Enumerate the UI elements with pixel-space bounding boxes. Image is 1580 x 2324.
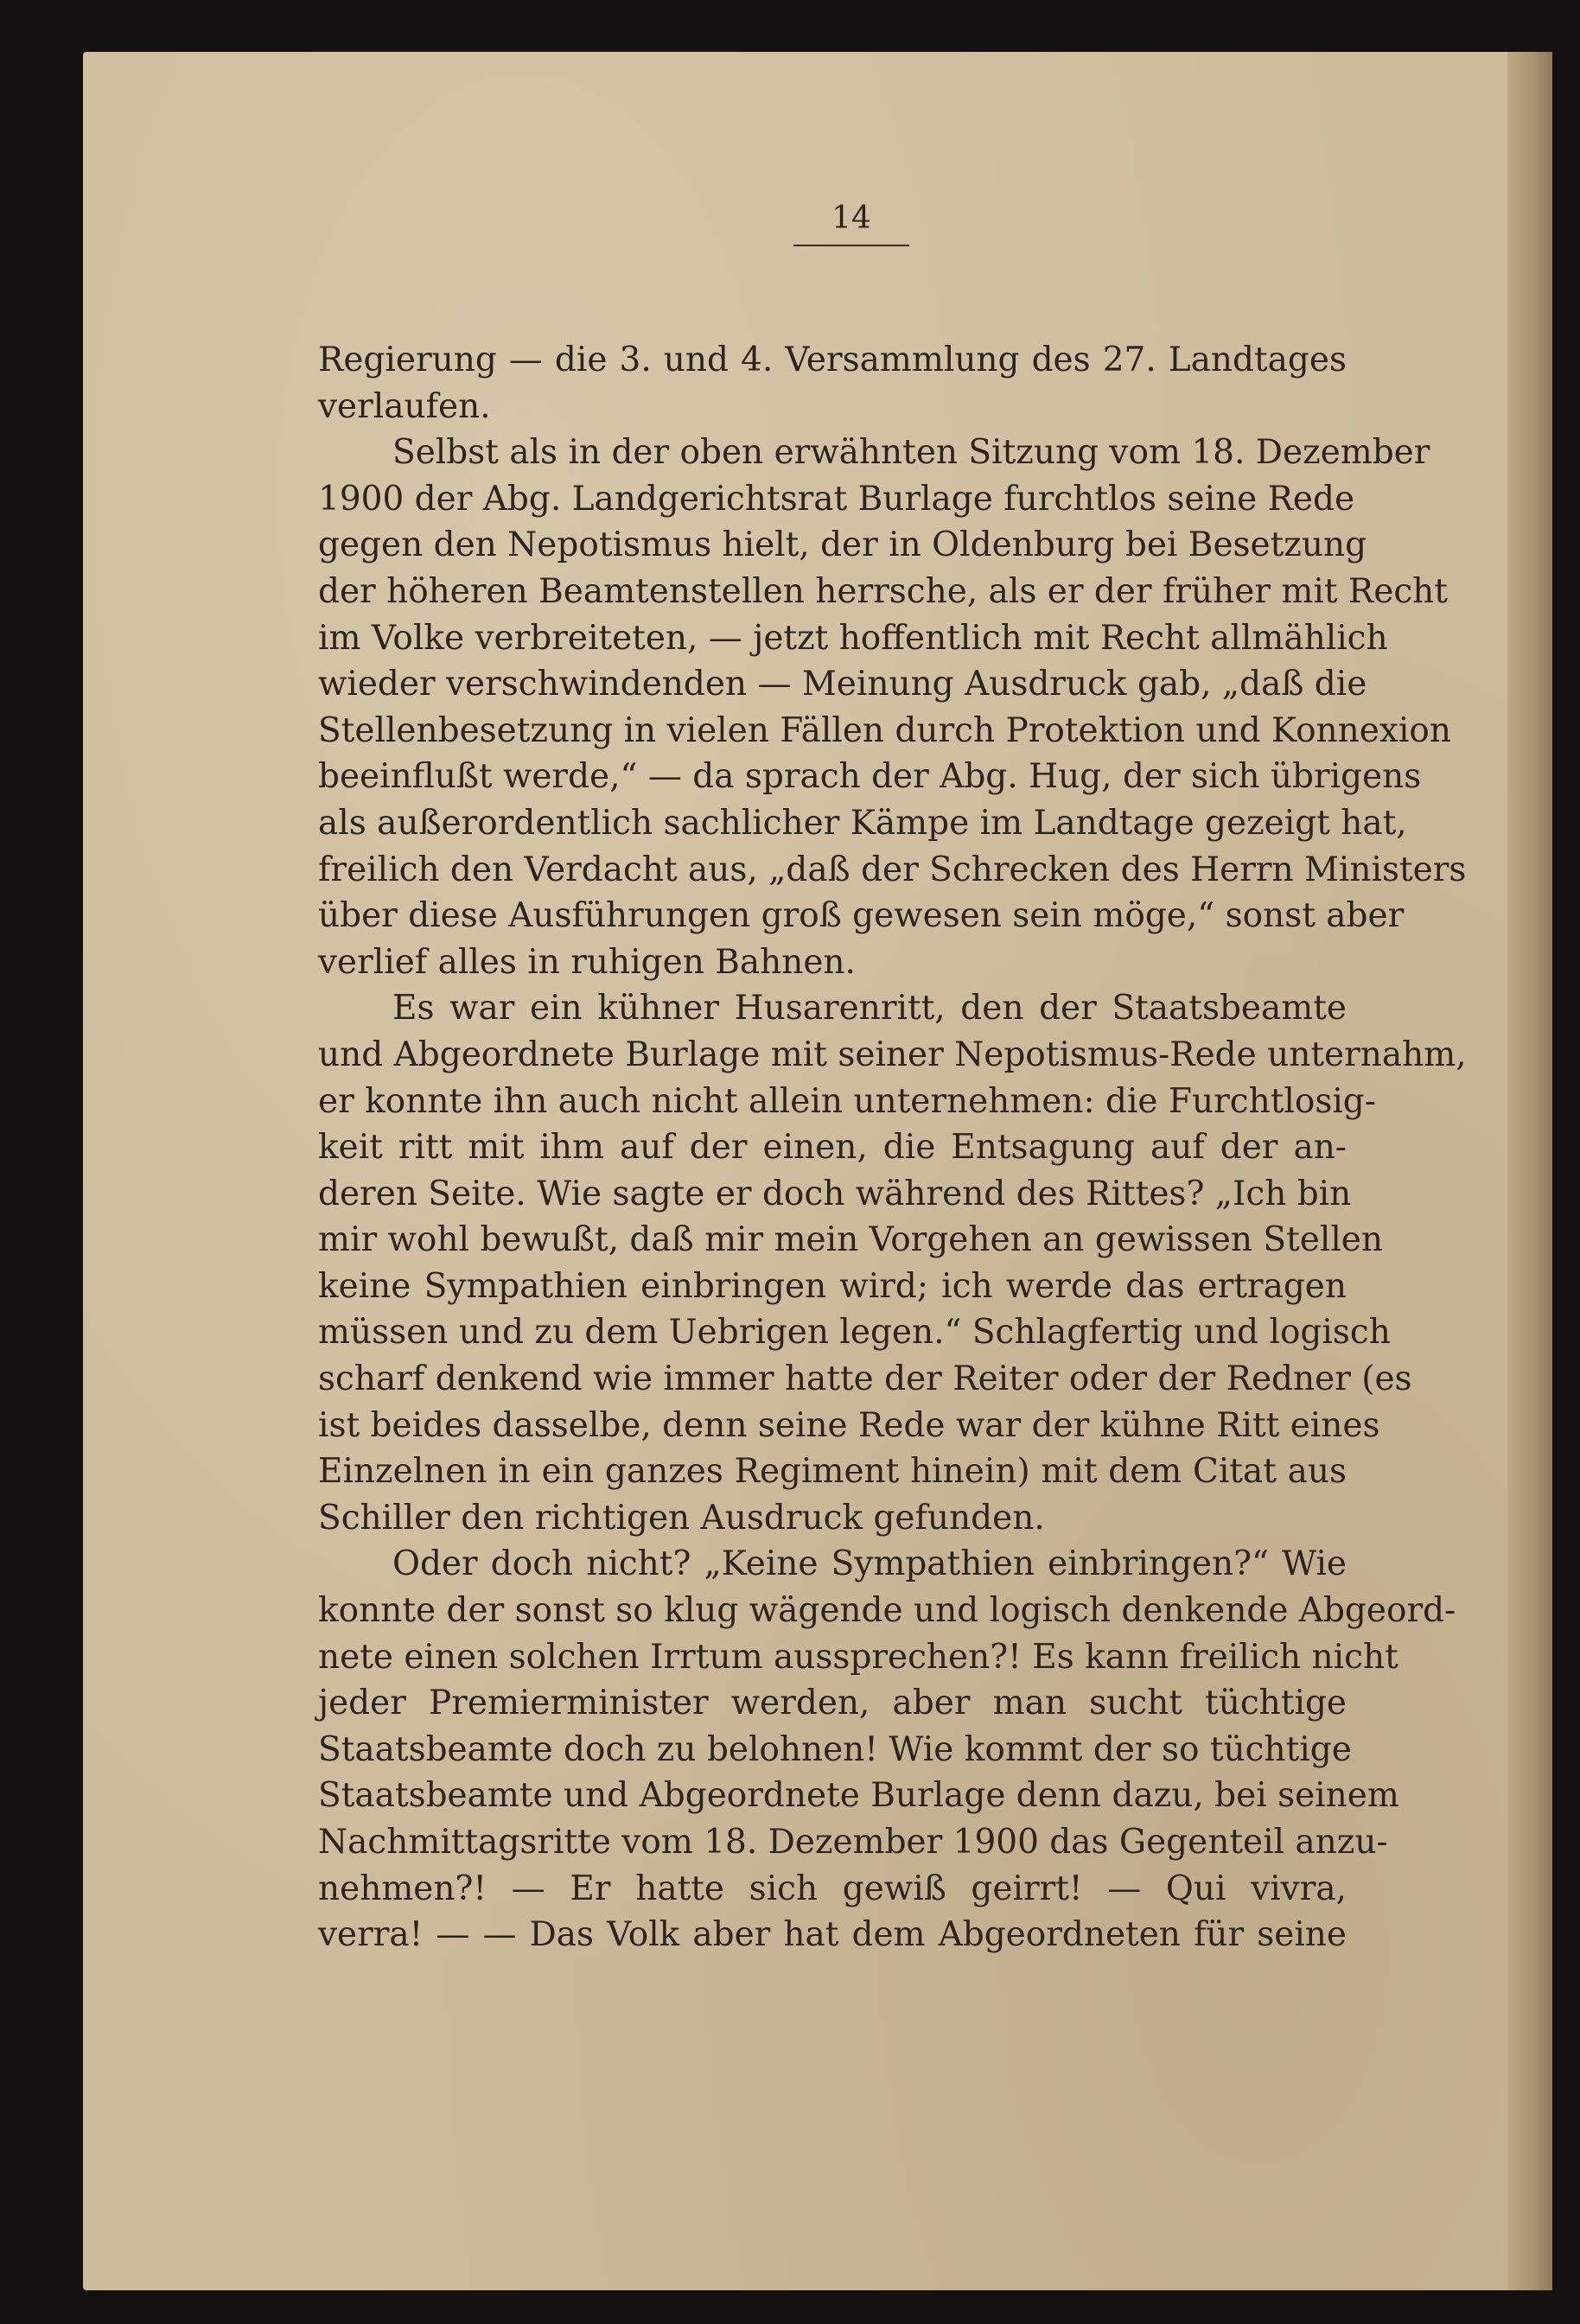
text-line: freilich den Verdacht aus, „daß der Schrecken des Herrn Ministers	[318, 850, 1467, 889]
text-line: wieder verschwindenden — Meinung Ausdruck gab, „daß die	[318, 665, 1367, 704]
text-line: Staatsbeamte und Abgeordnete Burlage denn dazu, bei seinem	[318, 1776, 1399, 1816]
text-line: konnte der sonst so klug wägende und logisch denkende Abgeord-	[318, 1591, 1456, 1631]
text-line: mir wohl bewußt, daß mir mein Vorgehen an gewissen Stellen	[318, 1220, 1383, 1260]
text-line: gegen den Nepotismus hielt, der in Oldenburg bei Besetzung	[318, 525, 1367, 565]
text-line: verlief alles in ruhigen Bahnen.	[318, 942, 856, 982]
text-line: Oder doch nicht? „Keine Sympathien einbringen?“ Wie	[392, 1544, 1347, 1584]
text-line: Regierung — die 3. und 4. Versammlung des 27. Landtages	[318, 341, 1347, 379]
text-line: im Volke verbreiteten, — jetzt hoffentlich mit Recht allmählich	[318, 618, 1388, 658]
text-line: Einzelnen in ein ganzes Regiment hinein) mit dem Citat aus	[318, 1452, 1347, 1492]
text-line: und Abgeordnete Burlage mit seiner Nepotismus-Rede unternahm,	[318, 1035, 1467, 1074]
text-line: über diese Ausführungen groß gewesen sein möge,“ sonst aber	[318, 896, 1405, 936]
page-number: 14	[793, 201, 909, 246]
text-line: Staatsbeamte doch zu belohnen! Wie kommt der so tüchtige	[318, 1729, 1352, 1769]
page-spine	[1507, 52, 1552, 2290]
text-line: deren Seite. Wie sagte er doch während des Rittes? „Ich bin	[318, 1174, 1352, 1213]
text-line: beeinflußt werde,“ — da sprach der Abg. Hug, der sich übrigens	[318, 757, 1422, 797]
text-line: jeder Premierminister werden, aber man sucht tüchtige	[318, 1684, 1347, 1723]
text-line: verra! — — Das Volk aber hat dem Abgeordneten für seine	[318, 1915, 1347, 1955]
text-line: der höheren Beamtenstellen herrsche, als er der früher mit Recht	[318, 571, 1448, 611]
text-line: Schiller den richtigen Ausdruck gefunden.	[318, 1498, 1045, 1538]
page-number-container	[778, 201, 925, 246]
text-line: Selbst als in der oben erwähnten Sitzung vom 18. Dezember	[392, 433, 1430, 473]
text-line: nehmen?! — Er hatte sich gewiß geirrt! — Qui vivra,	[318, 1869, 1347, 1908]
text-line: ist beides dasselbe, denn seine Rede war der kühne Ritt eines	[318, 1405, 1380, 1445]
text-line: müssen und zu dem Uebrigen legen.“ Schlagfertig und logisch	[318, 1313, 1391, 1353]
body-text	[318, 337, 1467, 1958]
text-line: keit ritt mit ihm auf der einen, die Entsagung auf der an-	[318, 1128, 1347, 1168]
text-line: nete einen solchen Irrtum aussprechen?! Es kann freilich nicht	[318, 1637, 1398, 1677]
text-line: scharf denkend wie immer hatte der Reiter oder der Redner (es	[318, 1359, 1412, 1399]
text-line: Stellenbesetzung in vielen Fällen durch Protektion und Konnexion	[318, 710, 1451, 750]
text-line: als außerordentlich sachlicher Kämpe im Landtage gezeigt hat,	[318, 803, 1407, 843]
text-line: 1900 der Abg. Landgerichtsrat Burlage furchtlos seine Rede	[318, 479, 1355, 519]
text-line: Es war ein kühner Husarenritt, den der Staatsbeamte	[392, 989, 1347, 1028]
text-line: keine Sympathien einbringen wird; ich werde das ertragen	[318, 1266, 1347, 1306]
text-line: er konnte ihn auch nicht allein unternehmen: die Furchtlosig-	[318, 1081, 1376, 1121]
text-line: Nachmittagsritte vom 18. Dezember 1900 das Gegenteil anzu-	[318, 1823, 1388, 1862]
text-line: verlaufen.	[318, 386, 491, 426]
